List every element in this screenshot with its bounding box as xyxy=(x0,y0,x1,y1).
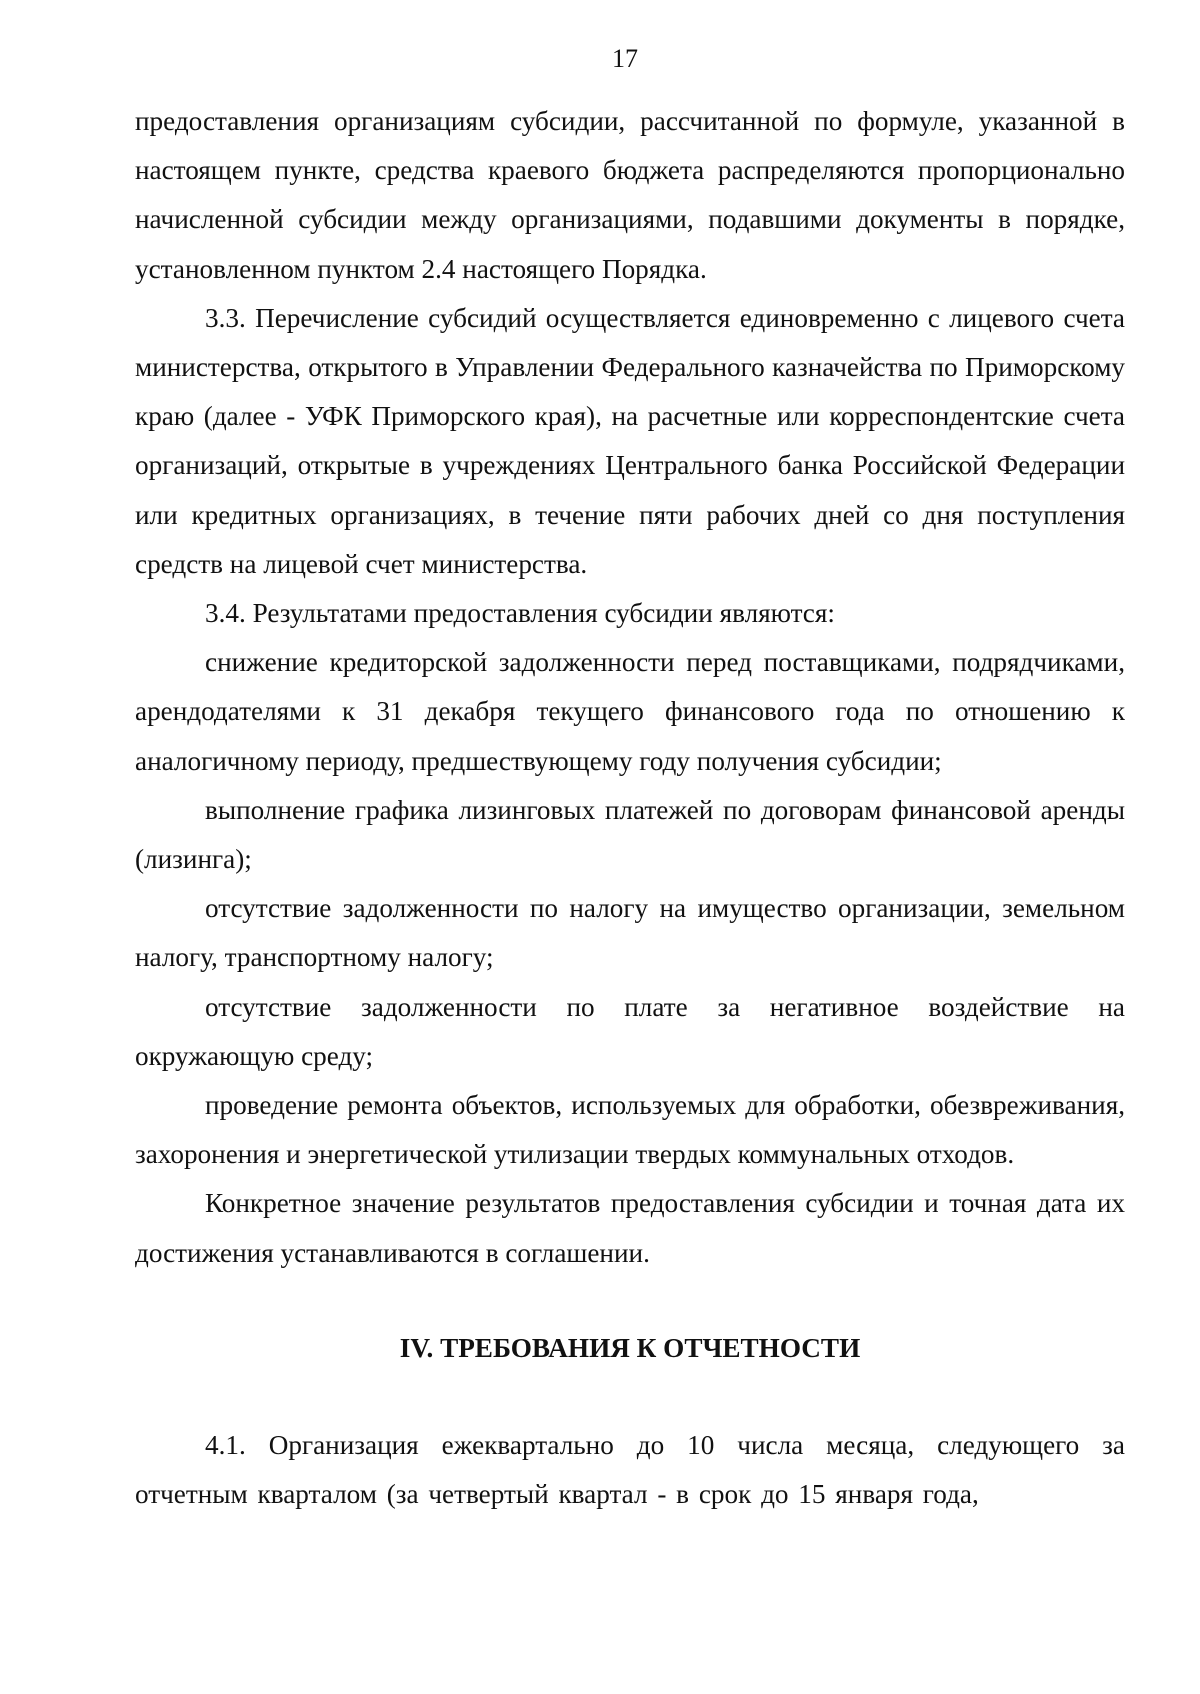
paragraph-3-4: 3.4. Результатами предоставления субсидии являются: xyxy=(205,598,835,629)
paragraph-continuation: предоставления организациям субсидии, рассчитанной по формуле, указанной в настоящем пункте, средства краевого бюджета распределяются пропорционально начисленной субсидии между организациями, подавшими документы в порядке, установленном пунктом 2.4 настоящего Порядка. xyxy=(135,106,1125,284)
paragraph-4-1: 4.1. Организация ежеквартально до 10 числа месяца, следующего за отчетным кварталом (за четвертый квартал - в срок до 15 января года, xyxy=(135,1430,1125,1510)
result-item-property-tax: отсутствие задолженности по налогу на имущество организации, земельном налогу, транспортному налогу; xyxy=(135,893,1125,973)
result-item-environment-fee: отсутствие задолженности по плате за негативное воздействие на окружающую среду; xyxy=(135,991,1125,1071)
result-item-leasing-schedule: выполнение графика лизинговых платежей по договорам финансовой аренды (лизинга); xyxy=(135,794,1125,875)
result-item-debt-reduction: снижение кредиторской задолженности перед поставщиками, подрядчиками, арендодателями к 31 декабря текущего финансового года по отношению к аналогичному периоду, предшествующему году получения субсидии; xyxy=(135,647,1125,776)
paragraph-agreement-note: Конкретное значение результатов предоставления субсидии и точная дата их достижения устанавливаются в соглашении. xyxy=(135,1188,1125,1268)
document-body xyxy=(135,97,1125,1519)
result-item-waste-repair: проведение ремонта объектов, используемых для обработки, обезвреживания, захоронения и энергетической утилизации твердых коммунальных отходов. xyxy=(135,1090,1125,1170)
page-number: 17 xyxy=(612,44,638,73)
section-heading: IV. ТРЕБОВАНИЯ К ОТЧЕТНОСТИ xyxy=(399,1332,861,1363)
paragraph-3-3: 3.3. Перечисление субсидий осуществляется единовременно с лицевого счета министерства, открытого в Управлении Федерального казначейства по Приморскому краю (далее - УФК Приморского края), на расчетные или корреспондентские счета организаций, открытые в учреждениях Центрального банка Российской Федерации или кредитных организациях, в течение пяти рабочих дней со дня поступления средств на лицевой счет министерства. xyxy=(135,302,1125,579)
